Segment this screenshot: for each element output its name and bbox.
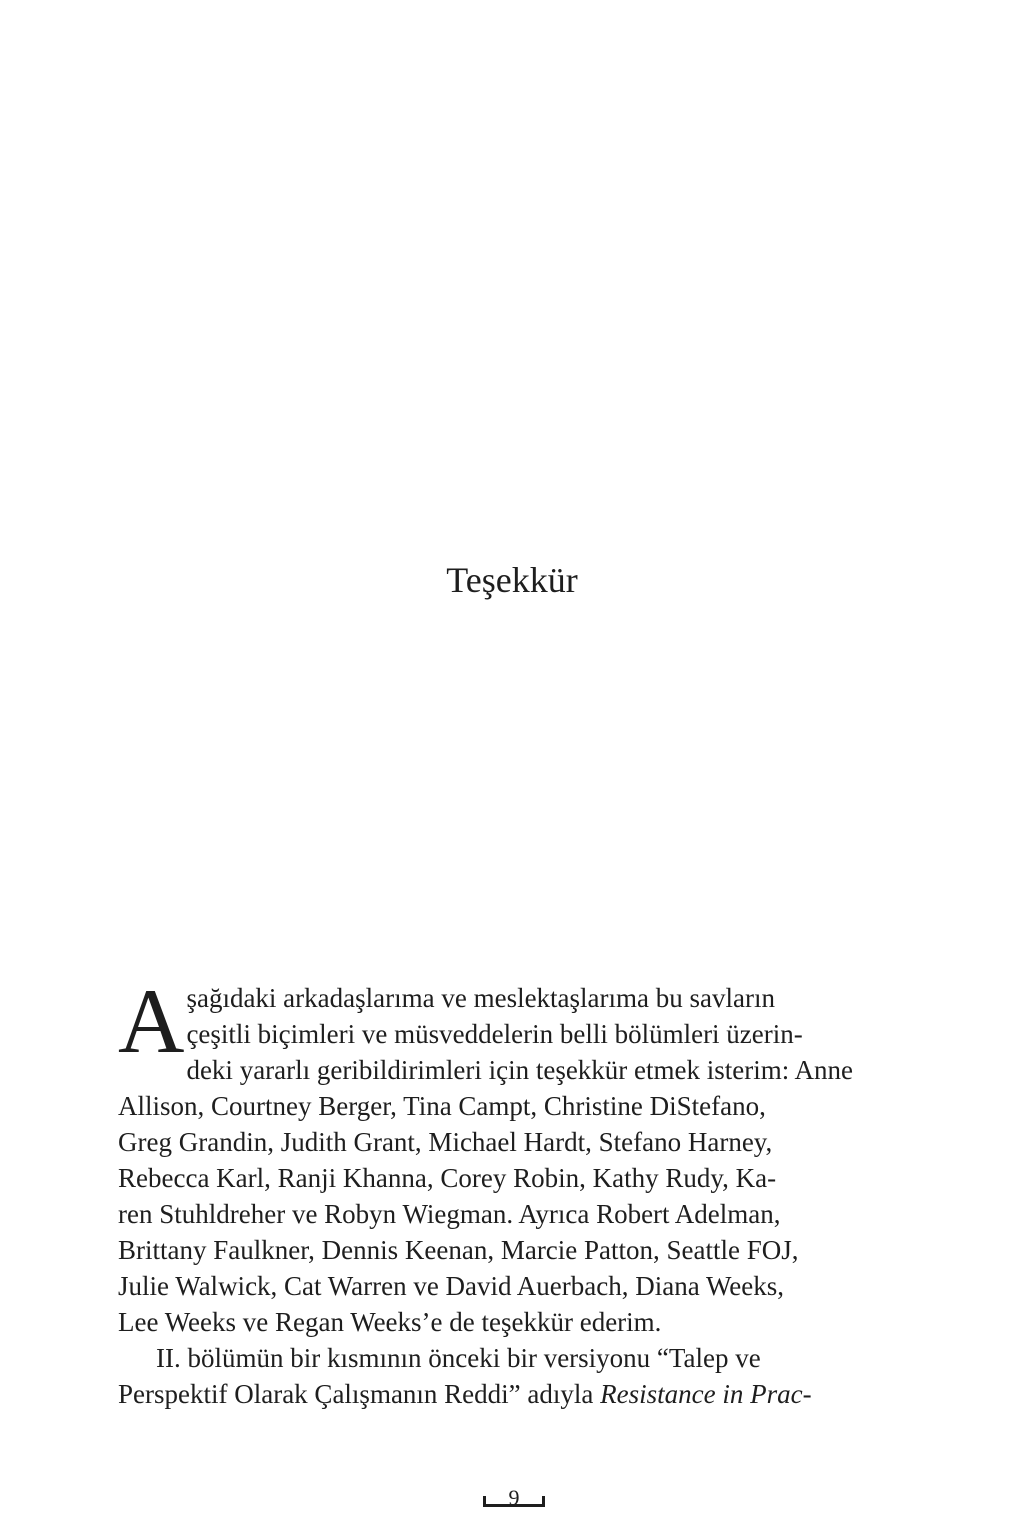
text-line: ren Stuhldreher ve Robyn Wiegman. Ayrıca Robert Adelman,	[118, 1199, 781, 1229]
chapter-title: Teşekkür	[446, 560, 578, 600]
text-line: Allison, Courtney Berger, Tina Campt, Christine DiStefano,	[118, 1091, 766, 1121]
text-line: Rebecca Karl, Ranji Khanna, Corey Robin, Kathy Rudy, Ka-	[118, 1163, 777, 1193]
text-line: çeşitli biçimleri ve müsveddelerin belli bölümleri üzerin-	[186, 1019, 803, 1049]
paragraph-second	[118, 1340, 908, 1412]
drop-cap: A	[118, 970, 185, 1072]
text-line: Lee Weeks ve Regan Weeks’e de teşekkür ederim.	[118, 1307, 662, 1337]
text-line: Brittany Faulkner, Dennis Keenan, Marcie Patton, Seattle FOJ,	[118, 1235, 799, 1265]
body-text	[118, 970, 908, 1412]
text-line	[118, 1376, 908, 1412]
italic-title: Resistance in Prac-	[600, 1379, 812, 1409]
paragraph-first	[118, 970, 908, 1340]
text-line: şağıdaki arkadaşlarıma ve meslektaşlarıma bu savların	[186, 983, 775, 1013]
text-line: deki yararlı geribildirimleri için teşekkür etmek isterim: Anne	[186, 1055, 854, 1085]
page-number: 9	[508, 1485, 520, 1510]
text-span: Perspektif Olarak Çalışmanın Reddi” adıyla	[118, 1379, 601, 1409]
text-line: Julie Walwick, Cat Warren ve David Auerbach, Diana Weeks,	[118, 1271, 785, 1301]
text-line: II. bölümün bir kısmının önceki bir versiyonu “Talep ve	[156, 1343, 761, 1373]
text-line: Greg Grandin, Judith Grant, Michael Hardt, Stefano Harney,	[118, 1127, 773, 1157]
